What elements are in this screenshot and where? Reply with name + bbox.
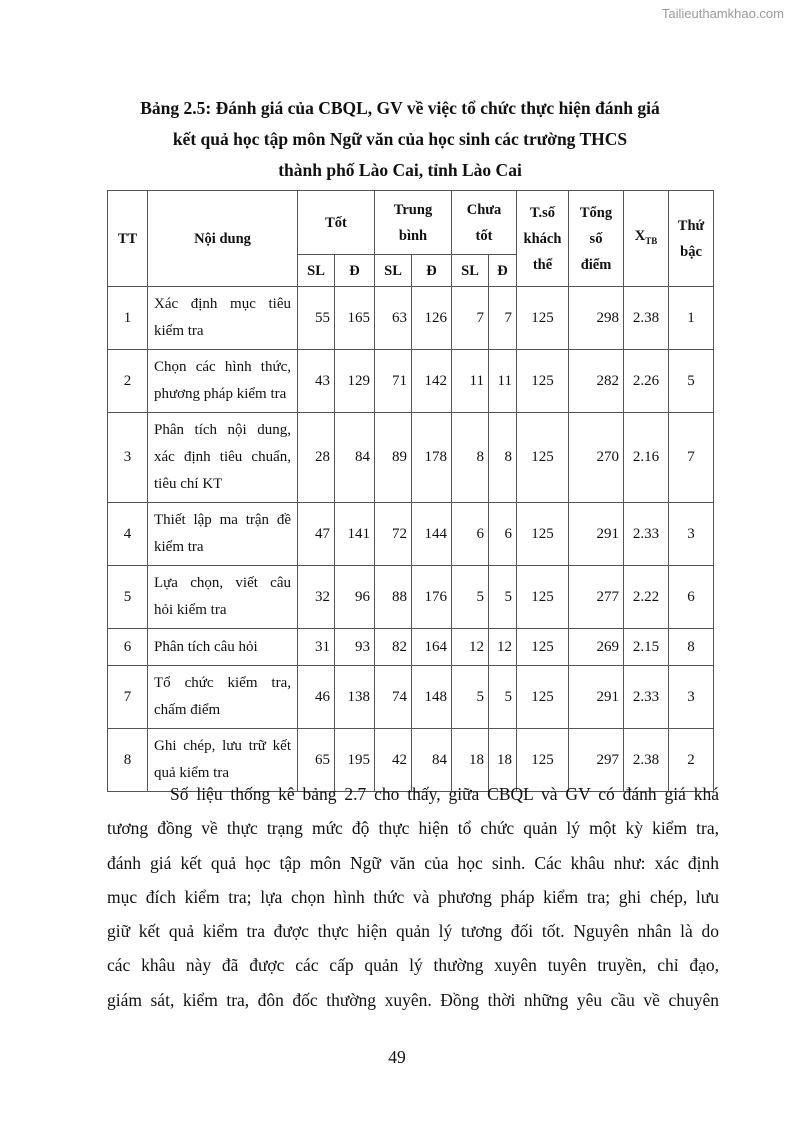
cell-tb-d: 144 xyxy=(412,503,452,566)
body-paragraph xyxy=(107,777,719,1017)
cell-ct-sl: 6 xyxy=(452,503,489,566)
cell-ct-d: 18 xyxy=(489,729,517,792)
header-tongso-line2: số xyxy=(589,230,603,247)
header-tb-d: Đ xyxy=(412,255,452,287)
cell-tb-sl: 42 xyxy=(375,729,412,792)
cell-noidung-line: Xác định mục tiêu xyxy=(154,296,291,312)
cell-noidung xyxy=(148,666,298,729)
header-trungbinh xyxy=(375,191,452,255)
cell-tot-d: 141 xyxy=(335,503,375,566)
cell-tong: 297 xyxy=(569,729,624,792)
cell-tb-sl: 71 xyxy=(375,350,412,413)
cell-tot-d: 84 xyxy=(335,413,375,503)
cell-tb-sl: 88 xyxy=(375,566,412,629)
watermark: Tailieuthamkhao.com xyxy=(661,6,784,21)
table-row xyxy=(108,287,714,350)
cell-tot-sl: 28 xyxy=(298,413,335,503)
cell-tb-sl: 74 xyxy=(375,666,412,729)
cell-tb-d: 178 xyxy=(412,413,452,503)
cell-tb-sl: 82 xyxy=(375,629,412,666)
cell-tong: 270 xyxy=(569,413,624,503)
header-ct-sl: SL xyxy=(452,255,489,287)
cell-ct-sl: 18 xyxy=(452,729,489,792)
evaluation-table xyxy=(107,190,714,792)
cell-ct-d: 12 xyxy=(489,629,517,666)
cell-thubac: 5 xyxy=(669,350,714,413)
cell-tso: 125 xyxy=(517,666,569,729)
header-xtb-sub: TB xyxy=(645,235,658,246)
cell-tot-sl: 47 xyxy=(298,503,335,566)
page-number: 49 xyxy=(388,1047,406,1067)
cell-noidung-line: kiểm tra xyxy=(154,323,204,339)
cell-tt: 2 xyxy=(108,350,148,413)
cell-noidung xyxy=(148,629,298,666)
header-tot-sl: SL xyxy=(298,255,335,287)
table-row xyxy=(108,629,714,666)
caption-line-1: Bảng 2.5: Đánh giá của CBQL, GV về việc tổ chức thực hiện đánh giá xyxy=(140,98,660,118)
cell-noidung-line: Lựa chọn, viết câu xyxy=(154,575,291,591)
cell-thubac: 6 xyxy=(669,566,714,629)
cell-ct-d: 7 xyxy=(489,287,517,350)
cell-tot-sl: 46 xyxy=(298,666,335,729)
cell-noidung-line: Tổ chức kiểm tra, xyxy=(154,675,291,691)
paragraph-line: các khâu này đã được các cấp quản lý thường xuyên tuyên truyền, chỉ đạo, xyxy=(107,955,719,976)
cell-tot-d: 138 xyxy=(335,666,375,729)
cell-xtb: 2.15 xyxy=(624,629,669,666)
cell-tso: 125 xyxy=(517,629,569,666)
cell-tb-sl: 89 xyxy=(375,413,412,503)
cell-ct-sl: 5 xyxy=(452,566,489,629)
cell-tso: 125 xyxy=(517,350,569,413)
cell-noidung-line: Chọn các hình thức, xyxy=(154,359,291,375)
cell-noidung xyxy=(148,413,298,503)
cell-noidung-line: Thiết lập ma trận đề xyxy=(154,512,291,528)
cell-tb-d: 148 xyxy=(412,666,452,729)
paragraph-line: đánh giá kết quả học tập môn Ngữ văn của học sinh. Các khâu như: xác định xyxy=(107,852,719,873)
cell-noidung-line: quả kiểm tra xyxy=(154,765,229,781)
cell-tong: 291 xyxy=(569,666,624,729)
paragraph-line: giám sát, kiểm tra, đôn đốc thường xuyên. Đồng thời những yêu cầu về chuyên xyxy=(107,989,719,1010)
table-caption xyxy=(80,93,720,186)
cell-noidung-line: xác định tiêu chuẩn, xyxy=(154,449,291,465)
header-tongso-line3: điểm xyxy=(580,256,612,273)
header-thubac-line2: bậc xyxy=(680,243,702,260)
header-tb-sl: SL xyxy=(375,255,412,287)
cell-ct-d: 6 xyxy=(489,503,517,566)
cell-tb-sl: 63 xyxy=(375,287,412,350)
table-row xyxy=(108,503,714,566)
cell-tt: 5 xyxy=(108,566,148,629)
table-row xyxy=(108,666,714,729)
cell-tot-sl: 55 xyxy=(298,287,335,350)
cell-xtb: 2.33 xyxy=(624,666,669,729)
cell-tot-sl: 43 xyxy=(298,350,335,413)
header-noidung: Nội dung xyxy=(148,191,298,287)
cell-xtb: 2.16 xyxy=(624,413,669,503)
header-tso-line3: thể xyxy=(532,256,553,273)
cell-tot-d: 165 xyxy=(335,287,375,350)
cell-ct-sl: 7 xyxy=(452,287,489,350)
cell-xtb: 2.38 xyxy=(624,287,669,350)
cell-tb-d: 164 xyxy=(412,629,452,666)
caption-line-2: kết quả học tập môn Ngữ văn của học sinh các trường THCS xyxy=(172,129,628,149)
cell-thubac: 2 xyxy=(669,729,714,792)
cell-tot-sl: 32 xyxy=(298,566,335,629)
cell-noidung xyxy=(148,566,298,629)
cell-tong: 291 xyxy=(569,503,624,566)
table-row xyxy=(108,566,714,629)
cell-thubac: 3 xyxy=(669,503,714,566)
table-row xyxy=(108,413,714,503)
header-chuatot-line2: tốt xyxy=(475,227,493,244)
header-tt: TT xyxy=(108,191,148,287)
cell-noidung-line: kiểm tra xyxy=(154,539,204,555)
cell-noidung-line: tiêu chí KT xyxy=(154,476,223,492)
cell-xtb: 2.38 xyxy=(624,729,669,792)
table-row xyxy=(108,350,714,413)
table-body xyxy=(108,287,714,792)
cell-ct-d: 5 xyxy=(489,666,517,729)
cell-noidung xyxy=(148,503,298,566)
header-trungbinh-line2: bình xyxy=(398,227,428,244)
cell-tot-d: 93 xyxy=(335,629,375,666)
cell-thubac: 1 xyxy=(669,287,714,350)
cell-tt: 3 xyxy=(108,413,148,503)
header-chuatot-line1: Chưa xyxy=(466,201,502,218)
header-chuatot xyxy=(452,191,517,255)
cell-tso: 125 xyxy=(517,566,569,629)
cell-ct-sl: 5 xyxy=(452,666,489,729)
header-tongso xyxy=(569,191,624,287)
header-thubac xyxy=(669,191,714,287)
header-tot-d: Đ xyxy=(335,255,375,287)
cell-tot-sl: 65 xyxy=(298,729,335,792)
header-xtb xyxy=(624,191,669,287)
cell-ct-d: 8 xyxy=(489,413,517,503)
header-tot: Tốt xyxy=(298,191,375,255)
cell-noidung-line: phương pháp kiểm tra xyxy=(154,386,287,402)
cell-thubac: 7 xyxy=(669,413,714,503)
header-ct-d: Đ xyxy=(489,255,517,287)
cell-noidung-line: chấm điểm xyxy=(154,702,221,718)
cell-noidung-line: Phân tích câu hỏi xyxy=(154,638,258,655)
cell-tb-sl: 72 xyxy=(375,503,412,566)
cell-tot-d: 96 xyxy=(335,566,375,629)
header-tongso-line1: Tổng xyxy=(579,204,613,221)
cell-tot-d: 129 xyxy=(335,350,375,413)
cell-noidung xyxy=(148,287,298,350)
caption-line-3: thành phố Lào Cai, tỉnh Lào Cai xyxy=(278,160,522,180)
cell-ct-sl: 11 xyxy=(452,350,489,413)
cell-thubac: 8 xyxy=(669,629,714,666)
cell-ct-sl: 12 xyxy=(452,629,489,666)
paragraph-line: Số liệu thống kê bảng 2.7 cho thấy, giữa CBQL và GV có đánh giá khá xyxy=(170,784,719,804)
cell-tt: 8 xyxy=(108,729,148,792)
paragraph-line: tương đồng về thực trạng mức độ thực hiện tổ chức quản lý một kỳ kiểm tra, xyxy=(107,818,719,839)
cell-xtb: 2.33 xyxy=(624,503,669,566)
cell-tt: 6 xyxy=(108,629,148,666)
cell-tong: 277 xyxy=(569,566,624,629)
cell-tso: 125 xyxy=(517,729,569,792)
paragraph-line: mục đích kiểm tra; lựa chọn hình thức và phương pháp kiểm tra; ghi chép, lưu xyxy=(107,886,719,907)
cell-tso: 125 xyxy=(517,503,569,566)
header-xtb-main: X xyxy=(634,228,646,245)
cell-tt: 4 xyxy=(108,503,148,566)
cell-noidung-line: Phân tích nội dung, xyxy=(154,422,291,438)
cell-tong: 269 xyxy=(569,629,624,666)
cell-ct-sl: 8 xyxy=(452,413,489,503)
cell-noidung-line: Ghi chép, lưu trữ kết xyxy=(154,738,291,754)
cell-tt: 7 xyxy=(108,666,148,729)
header-thubac-line1: Thứ xyxy=(677,217,705,234)
cell-tot-d: 195 xyxy=(335,729,375,792)
cell-noidung xyxy=(148,350,298,413)
cell-ct-d: 11 xyxy=(489,350,517,413)
cell-tso: 125 xyxy=(517,413,569,503)
cell-noidung-line: hỏi kiểm tra xyxy=(154,602,227,618)
paragraph-line: giữ kết quả kiểm tra được thực hiện quản lý tương đối tốt. Nguyên nhân là do xyxy=(107,921,719,942)
cell-tong: 282 xyxy=(569,350,624,413)
header-trungbinh-line1: Trung xyxy=(393,201,433,218)
cell-tb-d: 84 xyxy=(412,729,452,792)
cell-thubac: 3 xyxy=(669,666,714,729)
cell-tot-sl: 31 xyxy=(298,629,335,666)
header-tso-line1: T.số xyxy=(529,204,556,221)
cell-tb-d: 142 xyxy=(412,350,452,413)
cell-tso: 125 xyxy=(517,287,569,350)
header-tso xyxy=(517,191,569,287)
cell-tb-d: 176 xyxy=(412,566,452,629)
header-tso-line2: khách xyxy=(523,230,562,247)
cell-xtb: 2.26 xyxy=(624,350,669,413)
cell-xtb: 2.22 xyxy=(624,566,669,629)
cell-ct-d: 5 xyxy=(489,566,517,629)
cell-tb-d: 126 xyxy=(412,287,452,350)
cell-tong: 298 xyxy=(569,287,624,350)
cell-tt: 1 xyxy=(108,287,148,350)
